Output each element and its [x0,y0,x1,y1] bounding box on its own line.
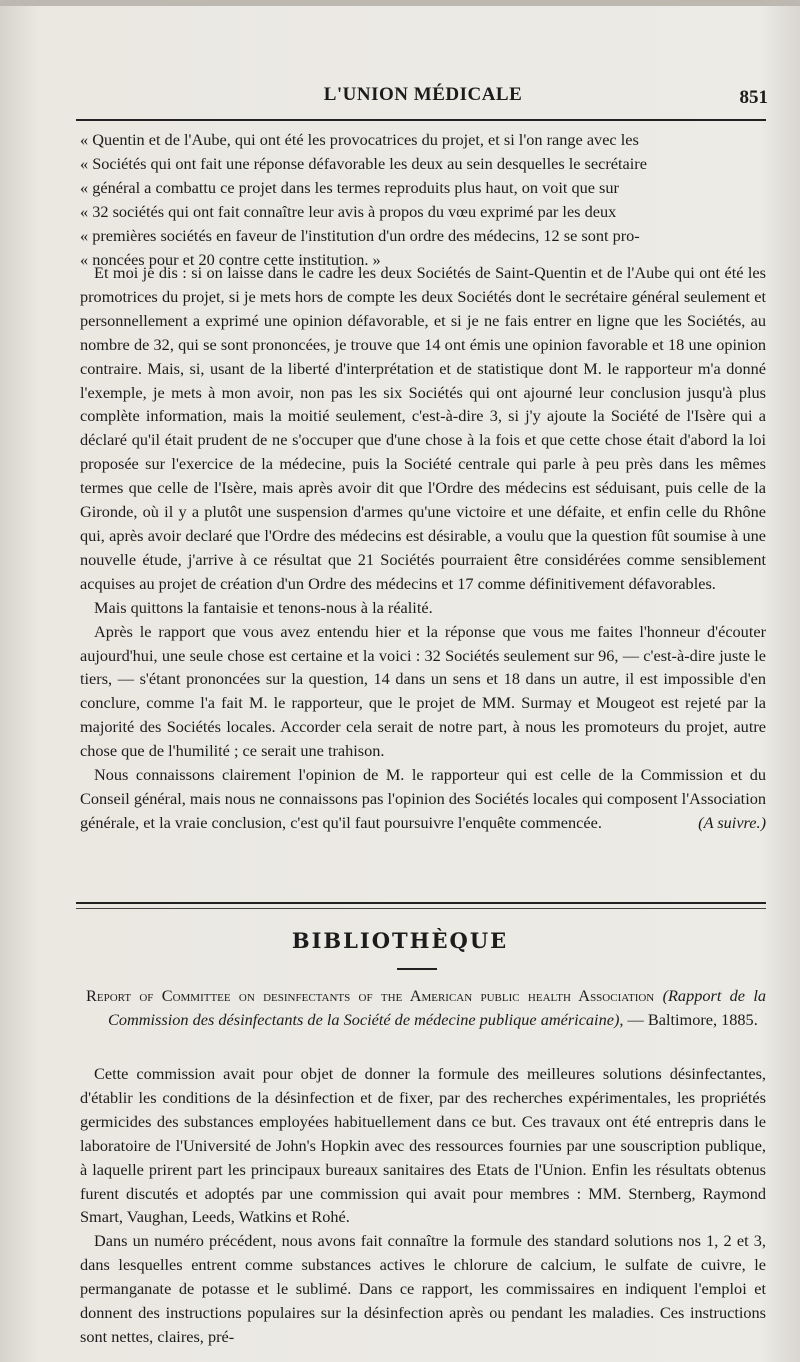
paragraph: Après le rapport que vous avez entendu hier et la réponse que vous me faites l'honneur d'écouter aujourd'hui, une seule chose est certaine et la voici : 32 Sociétés seulement sur 96, — c'est-à-dire juste le tiers, — s'étant prononcées sur la question, 14 dans un sens et 18 dans un autre, il est impossible d'en conclure, comme l'a fait M. le rapporteur, que le projet de MM. Surmay et Mougeot est rejeté par la majorité des Sociétés locales. Accorder cela serait de notre part, à nous les promoteurs du projet, autre chose que de l'humilité ; ce serait une trahison. [80,621,766,761]
to-be-continued: (A suivre.) [698,812,766,832]
review-body [80,1062,766,1349]
paragraph-text: Nous connaissons clairement l'opinion de M. le rapporteur qui est celle de la Commission et du Conseil général, mais nous ne connaissons pas l'opinion des Sociétés locales qui composent l'Association générale, et la vraie conclusion, c'est qu'il faut poursuivre l'enquête commencée. [80,765,766,832]
header-rule [76,119,766,121]
paragraph-last [80,763,766,835]
page-header [78,84,768,120]
book-reference [86,984,766,1032]
quote-line: « Quentin et de l'Aube, qui ont été les provocatrices du projet, et si l'on range avec les [80,130,639,149]
title-underline [397,968,437,970]
quote-line: « Sociétés qui ont fait une réponse défavorable les deux au sein desquelles le secrétaire [80,153,647,173]
reference-place-date: — Baltimore, 1885. [627,1009,758,1029]
reference-title-english: Report of Committee on desinfectants of the American public health Association [86,986,655,1005]
section-divider [76,902,766,909]
page-number: 851 [739,87,768,108]
page-edge-shadow [0,0,800,6]
article-body [80,261,766,835]
paragraph: Dans un numéro précédent, nous avons fait connaître la formule des standard solutions nos 1, 2 et 3, dans lesquelles entrent comme substances actives le chlorure de calcium, le sulfate de cuivre, le permanganate de potasse et le sublimé. Dans ce rapport, les commissaires en indiquent l'emploi et donnent des instructions populaires sur la désinfection après ou pendant les maladies. Ces instructions sont nettes, claires, pré- [80,1231,766,1346]
paragraph: Et moi je dis : si on laisse dans le cadre les deux Sociétés de Saint-Quentin et de l'Aube qui ont été les promotrices du projet, si je mets hors de compte les deux Sociétés dont le secrétaire général seulement et personnellement a exprimé une opinion défavorable, et si je ne fais entrer en ligne que les Sociétés, au nombre de 32, qui se sont prononcées, je trouve que 14 ont émis une opinion favorable et 18 une opinion contraire. Mais, si, usant de la liberté d'interprétation et de statistique dont M. le rapporteur m'a donné l'exemple, je mets à mon avoir, non pas les six Sociétés qui ont ajourné leur conclusion jusqu'à plus complète information, mais la moitié seulement, c'est-à-dire 3, si j'y ajoute la Société de l'Isère qui a déclaré qu'il était prudent de ne s'occuper que d'une chose à la fois et que cette chose était d'abord la loi proposée sur l'exercice de la médecine, puis la Société centrale qui parle à peu près dans les mêmes termes que celle de l'Isère, mais après avoir dit que l'Ordre des médecins est séduisant, puis celle de la Gironde, où il y a plutôt une suspension d'armes qu'une victoire et une défaite, et enfin celle du Rhône qui, après avoir declaré que l'Ordre des médecins est désirable, a voulu que la question fût soumise à une nouvelle étude, j'arrive à ce résultat que 21 Sociétés pourraient être considérées comme sensiblement acquises au projet de création d'un Ordre des médecins et 17 comme définitivement défavorables. [80,263,766,593]
section-title: BIBLIOTHÈQUE [291,928,509,953]
quote-line: « général a combattu ce projet dans les termes reproduits plus haut, on voit que sur [80,177,619,197]
paragraph: Mais quittons la fantaisie et tenons-nous à la réalité. [94,597,433,617]
quoted-passage [80,128,766,271]
quote-line: « premières sociétés en faveur de l'institution d'un ordre des médecins, 12 se sont pro- [80,225,640,245]
quote-line: « 32 sociétés qui ont fait connaître leur avis à propos du vœu exprimé par les deux [80,201,617,221]
paragraph: Cette commission avait pour objet de donner la formule des meilleures solutions désinfectantes, d'établir les conditions de la désinfection et de fixer, par des recherches expérimentales, les propriétés germicides des substances employées habituellement dans ce but. Ces travaux ont été entrepris dans le laboratoire de l'Université de John's Hopkin avec des ressources fournies par une souscription publique, à laquelle prirent part les principaux bureaux sanitaires des Etats de l'Union. Enfin les résultats obtenus furent discutés et adoptés par une commission qui avait pour membres : MM. Sternberg, Raymond Smart, Vaughan, Leeds, Watkins et Rohé. [80,1064,766,1227]
quote-line: « noncées pour et 20 contre cette institution. » [80,249,381,269]
running-title: L'UNION MÉDICALE [323,84,523,105]
reference-title-french: (Rapport de la Commission des désinfectants de la Société de médecine publique américaine), [108,986,766,1029]
